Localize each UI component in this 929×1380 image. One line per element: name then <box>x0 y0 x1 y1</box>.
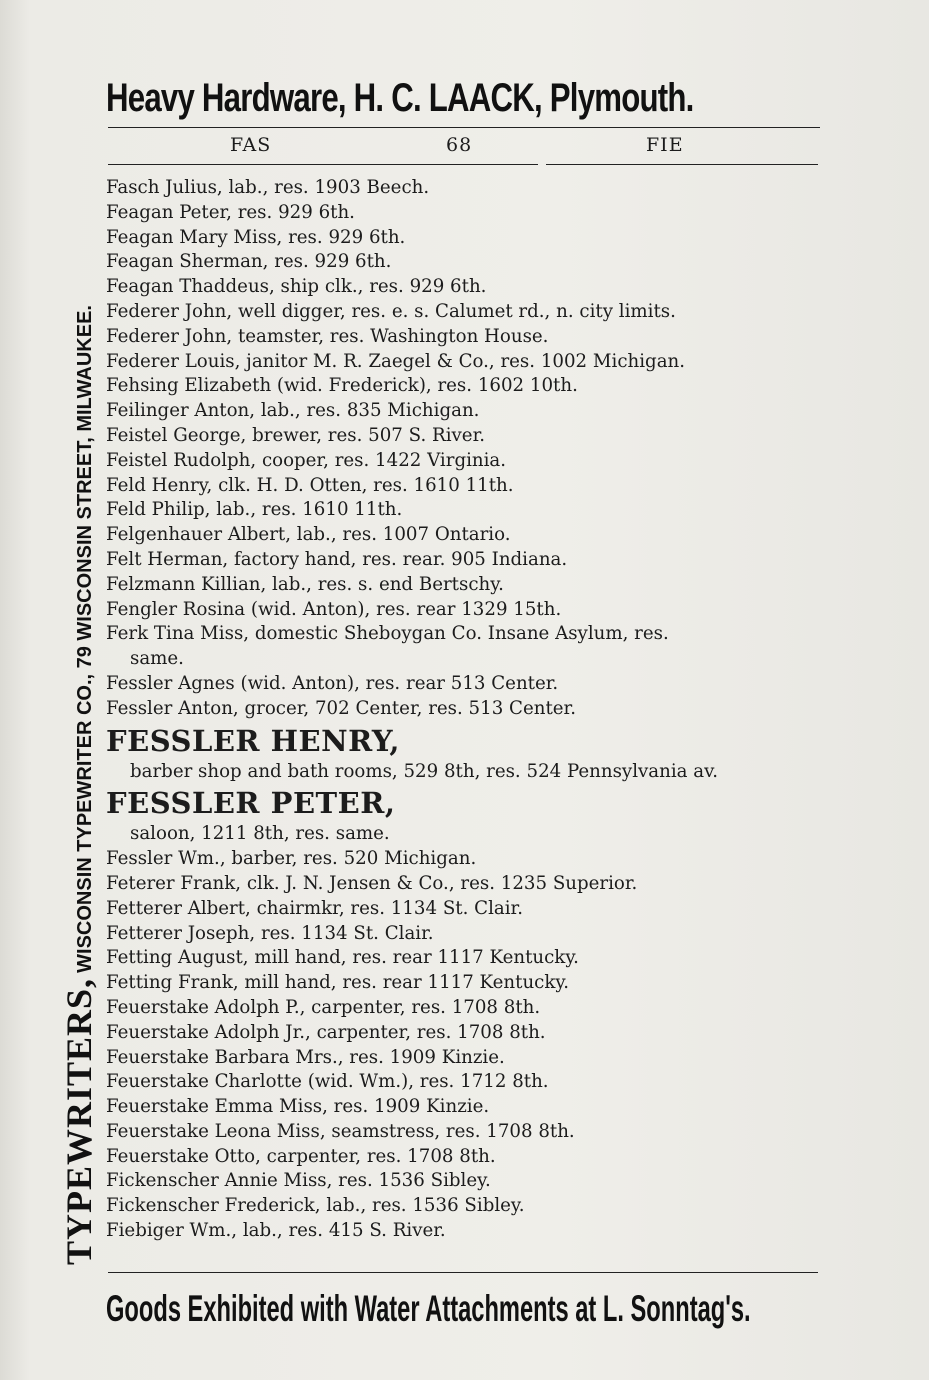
top-rule <box>108 127 820 128</box>
directory-entry-continuation: barber shop and bath rooms, 529 8th, res. 524 Pennsylvania av. <box>130 760 719 782</box>
directory-entry: Feagan Sherman, res. 929 6th. <box>106 251 392 273</box>
side-ad-headline: TYPEWRITERS, <box>59 977 99 1265</box>
directory-entry: Federer John, teamster, res. Washington House. <box>106 325 549 347</box>
directory-entry: Felzmann Killian, lab., res. s. end Bertschy. <box>106 573 504 595</box>
directory-entry: Feuerstake Barbara Mrs., res. 1909 Kinzie. <box>106 1046 505 1068</box>
directory-entry: Fehsing Elizabeth (wid. Frederick), res. 1602 10th. <box>106 375 578 397</box>
page-number: 68 <box>446 134 473 156</box>
directory-entries <box>106 176 836 1244</box>
top-advertisement: Heavy Hardware, H. C. LAACK, Plymouth. <box>106 76 694 120</box>
directory-entry: Feagan Peter, res. 929 6th. <box>106 201 355 223</box>
side-advertisement <box>58 305 100 1265</box>
side-ad-address: WISCONSIN TYPEWRITER CO., 79 WISCONSIN STREET, MILWAUKEE. <box>74 305 96 973</box>
directory-entry: Fetting Frank, mill hand, res. rear 1117 Kentucky. <box>106 972 570 994</box>
directory-entry: Fengler Rosina (wid. Anton), res. rear 1329 15th. <box>106 598 562 620</box>
directory-entry: Fiebiger Wm., lab., res. 415 S. River. <box>106 1220 446 1242</box>
bottom-rule <box>108 1272 818 1273</box>
directory-entry: Feld Philip, lab., res. 1610 11th. <box>106 499 403 521</box>
directory-entry: Fessler Wm., barber, res. 520 Michigan. <box>106 848 477 870</box>
directory-entry: Feilinger Anton, lab., res. 835 Michigan. <box>106 400 480 422</box>
directory-entry-continuation: same. <box>130 648 184 670</box>
directory-entry: Feuerstake Emma Miss, res. 1909 Kinzie. <box>106 1096 490 1118</box>
directory-entry: Feuerstake Charlotte (wid. Wm.), res. 1712 8th. <box>106 1071 549 1093</box>
bottom-advertisement: Goods Exhibited with Water Attachments at L. Sonntag's. <box>106 1288 751 1329</box>
directory-entry: Fetting August, mill hand, res. rear 1117 Kentucky. <box>106 947 579 969</box>
header-rule-left <box>108 164 538 165</box>
directory-entry: Feuerstake Adolph Jr., carpenter, res. 1708 8th. <box>106 1021 546 1043</box>
running-header <box>108 134 818 164</box>
directory-entry-continuation: saloon, 1211 8th, res. same. <box>130 823 390 845</box>
directory-entry: Felgenhauer Albert, lab., res. 1007 Ontario. <box>106 524 511 546</box>
directory-entry-bold: FESSLER HENRY, <box>106 723 400 758</box>
directory-entry-bold: FESSLER PETER, <box>106 786 396 821</box>
directory-entry: Feistel Rudolph, cooper, res. 1422 Virginia. <box>106 449 507 471</box>
directory-entry: Ferk Tina Miss, domestic Sheboygan Co. Insane Asylum, res. <box>106 623 669 645</box>
directory-entry: Feistel George, brewer, res. 507 S. River. <box>106 424 486 446</box>
directory-entry: Feuerstake Leona Miss, seamstress, res. 1708 8th. <box>106 1120 575 1142</box>
directory-entry: Fickenscher Annie Miss, res. 1536 Sibley. <box>106 1170 491 1192</box>
header-left-guide-word: FAS <box>230 134 272 156</box>
header-right-guide-word: FIE <box>646 134 684 156</box>
directory-entry: Feagan Mary Miss, res. 929 6th. <box>106 226 406 248</box>
directory-entry: Fickenscher Frederick, lab., res. 1536 Sibley. <box>106 1195 525 1217</box>
header-rule-right <box>546 164 818 165</box>
directory-entry: Fetterer Albert, chairmkr, res. 1134 St. Clair. <box>106 897 524 919</box>
directory-entry: Feld Henry, clk. H. D. Otten, res. 1610 11th. <box>106 474 514 496</box>
directory-entry: Feagan Thaddeus, ship clk., res. 929 6th. <box>106 276 487 298</box>
directory-entry: Fetterer Joseph, res. 1134 St. Clair. <box>106 922 434 944</box>
directory-entry: Fessler Anton, grocer, 702 Center, res. 513 Center. <box>106 697 576 719</box>
directory-entry: Federer John, well digger, res. e. s. Calumet rd., n. city limits. <box>106 300 676 322</box>
directory-entry: Feuerstake Otto, carpenter, res. 1708 8th. <box>106 1145 496 1167</box>
directory-entry: Federer Louis, janitor M. R. Zaegel & Co., res. 1002 Michigan. <box>106 350 686 372</box>
directory-entry: Feterer Frank, clk. J. N. Jensen & Co., res. 1235 Superior. <box>106 872 638 894</box>
directory-entry: Fasch Julius, lab., res. 1903 Beech. <box>106 177 430 198</box>
directory-entry: Feuerstake Adolph P., carpenter, res. 1708 8th. <box>106 996 541 1018</box>
directory-entry: Felt Herman, factory hand, res. rear. 905 Indiana. <box>106 548 568 570</box>
directory-entry: Fessler Agnes (wid. Anton), res. rear 513 Center. <box>106 672 559 694</box>
